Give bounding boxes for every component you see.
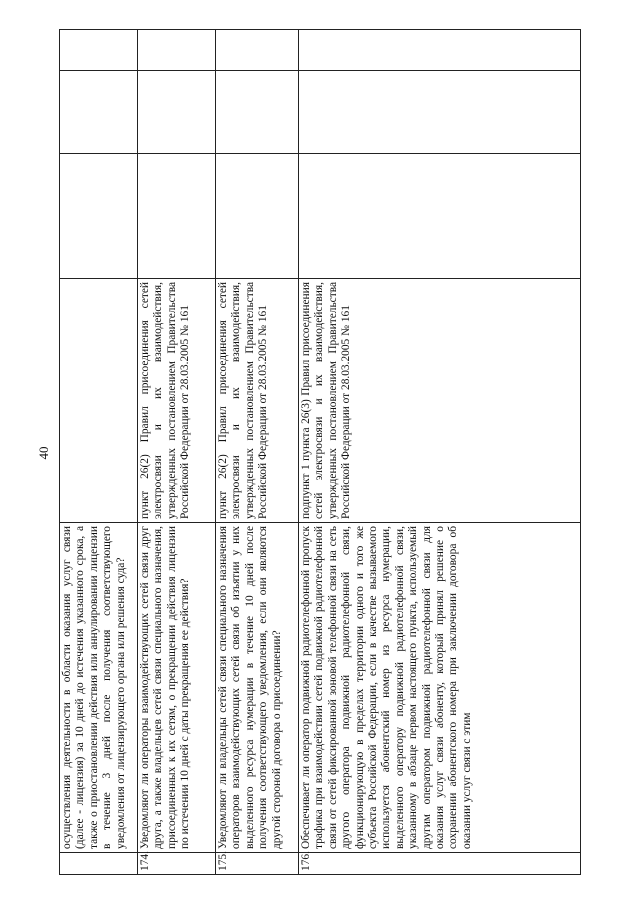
empty-cell-a: [298, 153, 580, 278]
row-number: 176.: [298, 852, 580, 874]
reference-cell: подпункт 1 пункта 26(3) Правил присоединения сетей электросвязи и их взаимодействия, утвержденных постановлением Правительства Российской Федерации от 28.03.2005 № 161: [298, 278, 580, 522]
row-number: 175.: [215, 852, 298, 874]
reference-cell: [59, 278, 137, 522]
empty-cell-c: [59, 29, 137, 70]
reference-cell: пункт 26(2) Правил присоединения сетей электросвязи и их взаимодействия, утвержденных постановлением Правительства Российской Федерации от 28.03.2005 № 161: [137, 278, 215, 522]
row-number: [59, 852, 137, 874]
table-row: [298, 29, 580, 874]
rotated-page: [59, 30, 604, 875]
question-cell: осуществления деятельности в области оказания услуг связи (далее - лицензия) за 10 дней до истечения указанного срока, а также о приостановлении действия или аннулировании лицензии в течение 3 дней после получения соответствующего уведомления от лицензирующего органа или решения суда?: [59, 522, 137, 852]
table-row: [59, 29, 137, 874]
table-row: [137, 29, 215, 874]
empty-cell-b: [137, 70, 215, 153]
empty-cell-b: [215, 70, 298, 153]
row-number: 174.: [137, 852, 215, 874]
empty-cell-c: [137, 29, 215, 70]
question-cell: Уведомляют ли владельцы сетей связи специального назначения операторов взаимодействующих сетей связи об изъятии у них выделенного ресурса нумерации в течение 10 дней после получения соответствующего уведомления, если они являются другой стороной договора о присоединении?: [215, 522, 298, 852]
empty-cell-b: [59, 70, 137, 153]
reference-cell: пункт 26(2) Правил присоединения сетей электросвязи и их взаимодействия, утвержденных постановлением Правительства Российской Федерации от 28.03.2005 № 161: [215, 278, 298, 522]
question-cell: Обеспечивает ли оператор подвижной радиотелефонной пропуск трафика при взаимодействии сетей подвижной радиотелефонной связи от сетей фиксированной зоновой телефонной связи на сеть другого оператора подвижной радиотелефонной связи, функционирующую в пределах территории одного и того же субъекта Российской Федерации, если в качестве вызываемого используется абонентский номер из ресурса нумерации, выделенного оператору подвижной радиотелефонной связи, указанному в абзаце первом настоящего пункта, используемый другим оператором подвижной радиотелефонной связи для оказания услуг связи абоненту, который принял решение о сохранении абонентского номера при заключении договора об оказании услуг связи с этим: [298, 522, 580, 852]
empty-cell-a: [215, 153, 298, 278]
table-row: [215, 29, 298, 874]
empty-cell-a: [137, 153, 215, 278]
empty-cell-c: [215, 29, 298, 70]
question-cell: Уведомляют ли операторы взаимодействующих сетей связи друг друга, а также владельцев сетей связи специального назначения, присоединенных к их сетям, о прекращении действия лицензии по истечении 10 дней с даты прекращения ее действия?: [137, 522, 215, 852]
empty-cell-b: [298, 70, 580, 153]
empty-cell-a: [59, 153, 137, 278]
page-number: 40: [36, 446, 51, 460]
requirements-table: [59, 29, 581, 875]
empty-cell-c: [298, 29, 580, 70]
